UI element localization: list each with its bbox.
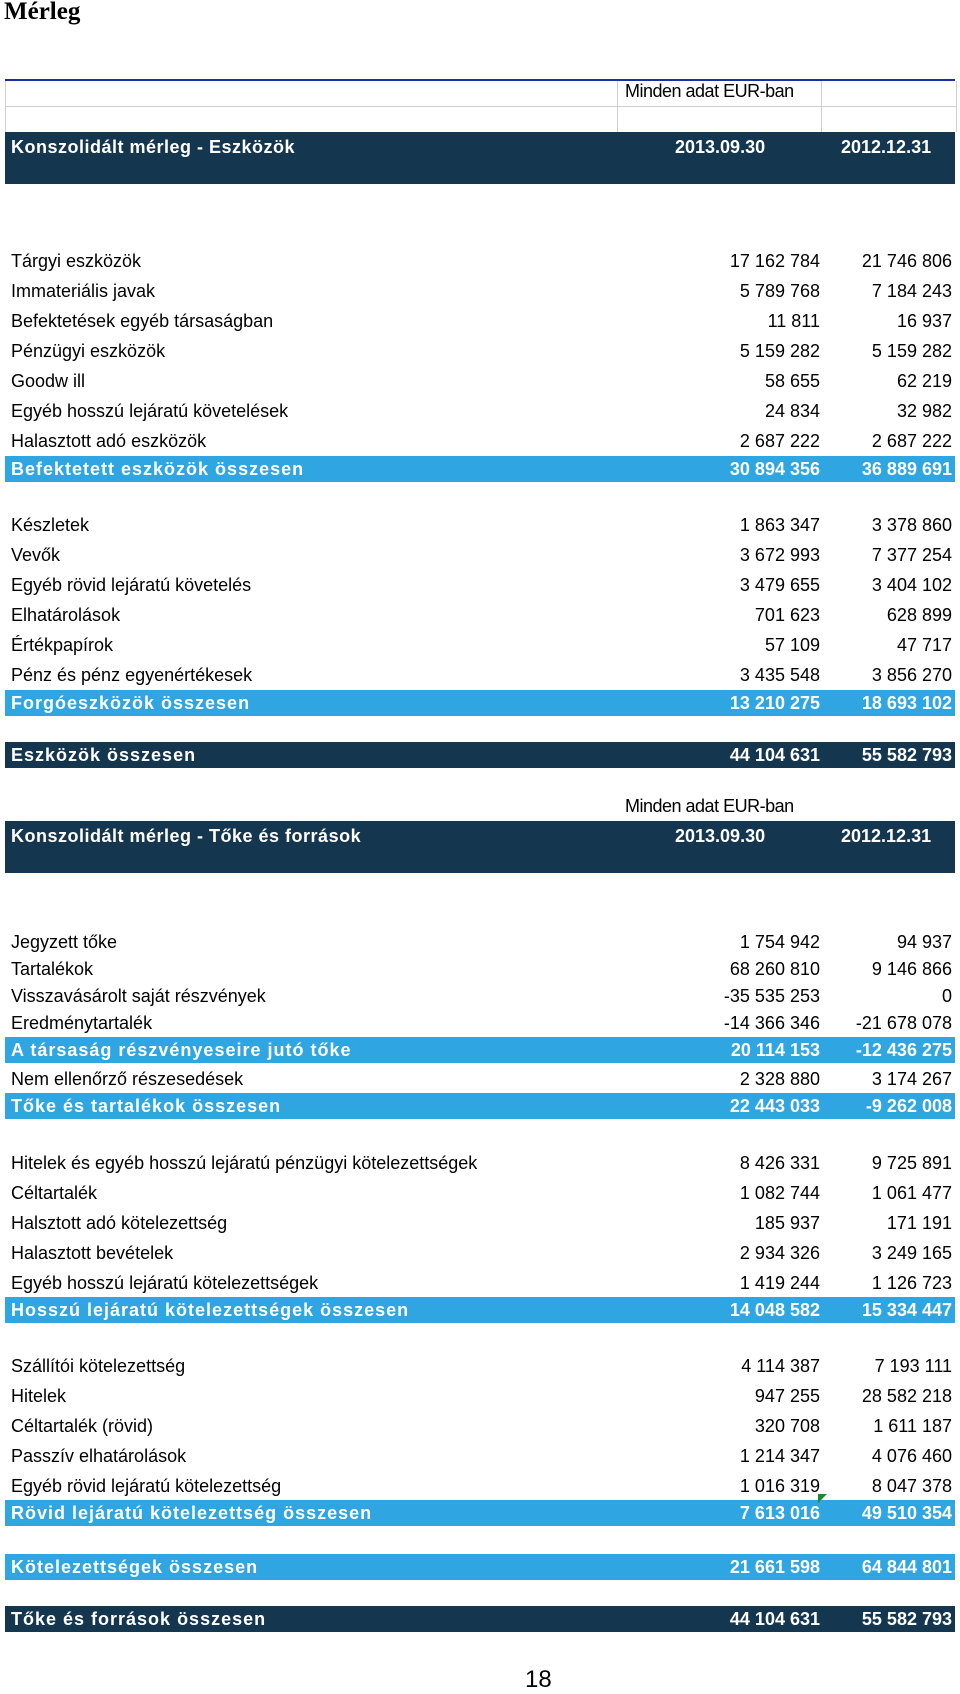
table-row bbox=[5, 1150, 955, 1176]
row-label: Tárgyi eszközök bbox=[11, 251, 142, 271]
row-value-2013: 24 834 bbox=[764, 401, 820, 421]
row-value-2012: 36 889 691 bbox=[861, 459, 952, 479]
row-label: Visszavásárolt saját részvények bbox=[11, 986, 266, 1006]
row-value-2012: 2 687 222 bbox=[871, 431, 952, 451]
row-value-2012: 47 717 bbox=[896, 635, 952, 655]
table-row bbox=[5, 368, 955, 394]
row-label: Hitelek és egyéb hosszú lejáratú pénzügyi kötelezettségek bbox=[11, 1153, 478, 1173]
row-label: Tartalékok bbox=[11, 959, 94, 979]
row-value-2013: 44 104 631 bbox=[729, 745, 820, 765]
row-label: Pénzügyi eszközök bbox=[11, 341, 166, 361]
row-value-2013: 57 109 bbox=[764, 635, 820, 655]
page-title: Mérleg bbox=[4, 0, 81, 25]
row-value-2012: 1 611 187 bbox=[873, 1416, 952, 1436]
row-label: Immateriális javak bbox=[11, 281, 156, 301]
total-row bbox=[5, 1606, 955, 1632]
table-row bbox=[5, 1473, 955, 1499]
row-label: Eredménytartalék bbox=[11, 1013, 153, 1033]
assets-header-label: Konszolidált mérleg - Eszközök bbox=[11, 137, 296, 157]
liabilities-col-2012: 2012.12.31 bbox=[841, 826, 932, 846]
row-value-2013: 21 661 598 bbox=[729, 1557, 820, 1577]
row-value-2012: -12 436 275 bbox=[855, 1040, 952, 1060]
row-value-2012: 62 219 bbox=[896, 371, 952, 391]
row-value-2013: 185 937 bbox=[754, 1213, 820, 1233]
row-value-2012: 3 174 267 bbox=[871, 1069, 952, 1089]
row-value-2013: 44 104 631 bbox=[729, 1609, 820, 1629]
row-value-2013: 3 672 993 bbox=[739, 545, 820, 565]
unit-note: Minden adat EUR-ban bbox=[625, 81, 794, 101]
table-row bbox=[5, 983, 955, 1009]
row-value-2012: -9 262 008 bbox=[865, 1096, 952, 1116]
table-row bbox=[5, 662, 955, 688]
row-value-2012: 7 377 254 bbox=[871, 545, 952, 565]
row-value-2013: 22 443 033 bbox=[729, 1096, 820, 1116]
table-row bbox=[5, 338, 955, 364]
row-value-2012: 7 184 243 bbox=[871, 281, 952, 301]
row-value-2012: 3 378 860 bbox=[871, 515, 952, 535]
row-label: Kötelezettségek összesen bbox=[11, 1557, 259, 1577]
table-row bbox=[5, 542, 955, 568]
subtotal-row bbox=[5, 1297, 955, 1323]
row-value-2012: 28 582 218 bbox=[861, 1386, 952, 1406]
table-row bbox=[5, 308, 955, 334]
row-value-2013: 4 114 387 bbox=[741, 1356, 820, 1376]
row-value-2013: 1 419 244 bbox=[739, 1273, 820, 1293]
row-value-2013: 701 623 bbox=[754, 605, 820, 625]
row-value-2013: 20 114 153 bbox=[730, 1040, 820, 1060]
total-row bbox=[5, 742, 955, 768]
row-value-2013: 5 159 282 bbox=[739, 341, 820, 361]
row-value-2013: 1 016 319 bbox=[739, 1476, 820, 1496]
unit-note: Minden adat EUR-ban bbox=[625, 796, 794, 816]
row-value-2012: 94 937 bbox=[896, 932, 952, 952]
row-label: Céltartalék bbox=[11, 1183, 98, 1203]
row-label: Passzív elhatárolások bbox=[11, 1446, 187, 1466]
row-value-2012: 7 193 111 bbox=[874, 1356, 952, 1376]
row-value-2012: 8 047 378 bbox=[871, 1476, 952, 1496]
row-value-2012: 0 bbox=[941, 986, 952, 1006]
row-value-2013: 14 048 582 bbox=[729, 1300, 820, 1320]
row-label: Egyéb hosszú lejáratú követelések bbox=[11, 401, 289, 421]
row-value-2012: 21 746 806 bbox=[861, 251, 952, 271]
row-value-2012: 9 725 891 bbox=[871, 1153, 952, 1173]
liabilities-header bbox=[5, 821, 955, 873]
row-value-2012: 3 249 165 bbox=[871, 1243, 952, 1263]
row-value-2012: 18 693 102 bbox=[861, 693, 952, 713]
subtotal-row bbox=[5, 1093, 955, 1119]
table-row bbox=[5, 1270, 955, 1296]
row-label: Tőke és tartalékok összesen bbox=[11, 1096, 282, 1116]
table-row bbox=[5, 1010, 955, 1036]
row-label: Egyéb hosszú lejáratú kötelezettségek bbox=[11, 1273, 319, 1293]
row-value-2012: 3 856 270 bbox=[871, 665, 952, 685]
table-row bbox=[5, 929, 955, 955]
row-value-2013: 68 260 810 bbox=[729, 959, 820, 979]
row-label: Halasztott bevételek bbox=[11, 1243, 174, 1263]
row-value-2012: -21 678 078 bbox=[855, 1013, 952, 1033]
row-value-2012: 1 126 723 bbox=[871, 1273, 952, 1293]
row-label: Befektetett eszközök összesen bbox=[11, 459, 305, 479]
row-value-2013: 320 708 bbox=[754, 1416, 820, 1436]
row-label: Goodw ill bbox=[11, 371, 86, 391]
subtotal-row bbox=[5, 1037, 955, 1063]
table-row bbox=[5, 428, 955, 454]
row-value-2013: 13 210 275 bbox=[729, 693, 820, 713]
table-row bbox=[5, 248, 955, 274]
subtotal-row bbox=[5, 1500, 955, 1526]
row-value-2012: 16 937 bbox=[896, 311, 952, 331]
table-row bbox=[5, 1443, 955, 1469]
table-row bbox=[5, 1383, 955, 1409]
row-value-2012: 4 076 460 bbox=[871, 1446, 952, 1466]
row-value-2012: 32 982 bbox=[896, 401, 952, 421]
assets-header bbox=[5, 132, 955, 184]
row-label: Értékpapírok bbox=[11, 635, 114, 655]
row-value-2013: 2 328 880 bbox=[739, 1069, 820, 1089]
row-value-2012: 64 844 801 bbox=[861, 1557, 952, 1577]
subtotal-row bbox=[5, 456, 955, 482]
row-value-2012: 628 899 bbox=[886, 605, 952, 625]
row-label: Halsztott adó kötelezettség bbox=[11, 1213, 228, 1233]
row-label: Céltartalék (rövid) bbox=[11, 1416, 154, 1436]
assets-col-2013: 2013.09.30 bbox=[675, 137, 766, 157]
table-row bbox=[5, 1210, 955, 1236]
table-row bbox=[5, 1180, 955, 1206]
row-value-2013: 2 934 326 bbox=[739, 1243, 820, 1263]
row-value-2013: 1 754 942 bbox=[739, 932, 820, 952]
row-label: Rövid lejáratú kötelezettség összesen bbox=[11, 1503, 373, 1523]
row-label: Halasztott adó eszközök bbox=[11, 431, 207, 451]
table-row bbox=[5, 1066, 955, 1092]
row-value-2012: 49 510 354 bbox=[861, 1503, 952, 1523]
row-value-2013: 11 811 bbox=[767, 311, 820, 331]
row-value-2013: -35 535 253 bbox=[723, 986, 820, 1006]
row-label: Hitelek bbox=[11, 1386, 67, 1406]
row-label: Készletek bbox=[11, 515, 90, 535]
row-value-2013: 1 214 347 bbox=[739, 1446, 820, 1466]
row-value-2012: 5 159 282 bbox=[871, 341, 952, 361]
row-value-2013: 2 687 222 bbox=[739, 431, 820, 451]
row-label: Befektetések egyéb társaságban bbox=[11, 311, 274, 331]
row-value-2013: 58 655 bbox=[764, 371, 820, 391]
row-label: Egyéb rövid lejáratú követelés bbox=[11, 575, 252, 595]
row-value-2012: 55 582 793 bbox=[861, 745, 952, 765]
row-label: Hosszú lejáratú kötelezettségek összesen bbox=[11, 1300, 410, 1320]
row-value-2013: 1 082 744 bbox=[739, 1183, 820, 1203]
row-label: Egyéb rövid lejáratú kötelezettség bbox=[11, 1476, 282, 1496]
row-value-2013: 947 255 bbox=[754, 1386, 820, 1406]
row-label: Vevők bbox=[11, 545, 61, 565]
row-label: Eszközök összesen bbox=[11, 745, 197, 765]
header-grid bbox=[5, 81, 957, 132]
liabilities-col-2013: 2013.09.30 bbox=[675, 826, 766, 846]
table-row bbox=[5, 278, 955, 304]
table-row bbox=[5, 398, 955, 424]
row-value-2013: 5 789 768 bbox=[739, 281, 820, 301]
row-label: Forgóeszközök összesen bbox=[11, 693, 251, 713]
subtotal-row bbox=[5, 1554, 955, 1580]
subtotal-row bbox=[5, 690, 955, 716]
row-value-2012: 171 191 bbox=[886, 1213, 952, 1233]
row-label: Jegyzett tőke bbox=[11, 932, 118, 952]
table-row bbox=[5, 1413, 955, 1439]
liabilities-header-label: Konszolidált mérleg - Tőke és források bbox=[11, 826, 362, 846]
row-label: A társaság részvényeseire jutó tőke bbox=[11, 1040, 352, 1060]
table-row bbox=[5, 572, 955, 598]
row-label: Nem ellenőrző részesedések bbox=[11, 1069, 244, 1089]
row-value-2013: 30 894 356 bbox=[729, 459, 820, 479]
row-value-2012: 1 061 477 bbox=[871, 1183, 952, 1203]
row-value-2013: 3 435 548 bbox=[739, 665, 820, 685]
row-value-2013: 8 426 331 bbox=[739, 1153, 820, 1173]
table-row bbox=[5, 956, 955, 982]
row-label: Pénz és pénz egyenértékesek bbox=[11, 665, 253, 685]
row-value-2012: 3 404 102 bbox=[871, 575, 952, 595]
row-value-2013: 3 479 655 bbox=[739, 575, 820, 595]
row-label: Tőke és források összesen bbox=[11, 1609, 267, 1629]
table-row bbox=[5, 1353, 955, 1379]
row-value-2012: 55 582 793 bbox=[861, 1609, 952, 1629]
row-value-2012: 9 146 866 bbox=[871, 959, 952, 979]
table-row bbox=[5, 1240, 955, 1266]
row-label: Elhatárolások bbox=[11, 605, 121, 625]
row-value-2013: 1 863 347 bbox=[739, 515, 820, 535]
cell-comment-marker bbox=[818, 1494, 827, 1503]
row-value-2013: 17 162 784 bbox=[729, 251, 820, 271]
assets-col-2012: 2012.12.31 bbox=[841, 137, 932, 157]
page-number: 18 bbox=[525, 1666, 552, 1693]
table-row bbox=[5, 602, 955, 628]
row-value-2013: -14 366 346 bbox=[723, 1013, 820, 1033]
row-value-2012: 15 334 447 bbox=[861, 1300, 952, 1320]
row-value-2013: 7 613 016 bbox=[739, 1503, 820, 1523]
table-row bbox=[5, 632, 955, 658]
table-row bbox=[5, 512, 955, 538]
row-label: Szállítói kötelezettség bbox=[11, 1356, 186, 1376]
